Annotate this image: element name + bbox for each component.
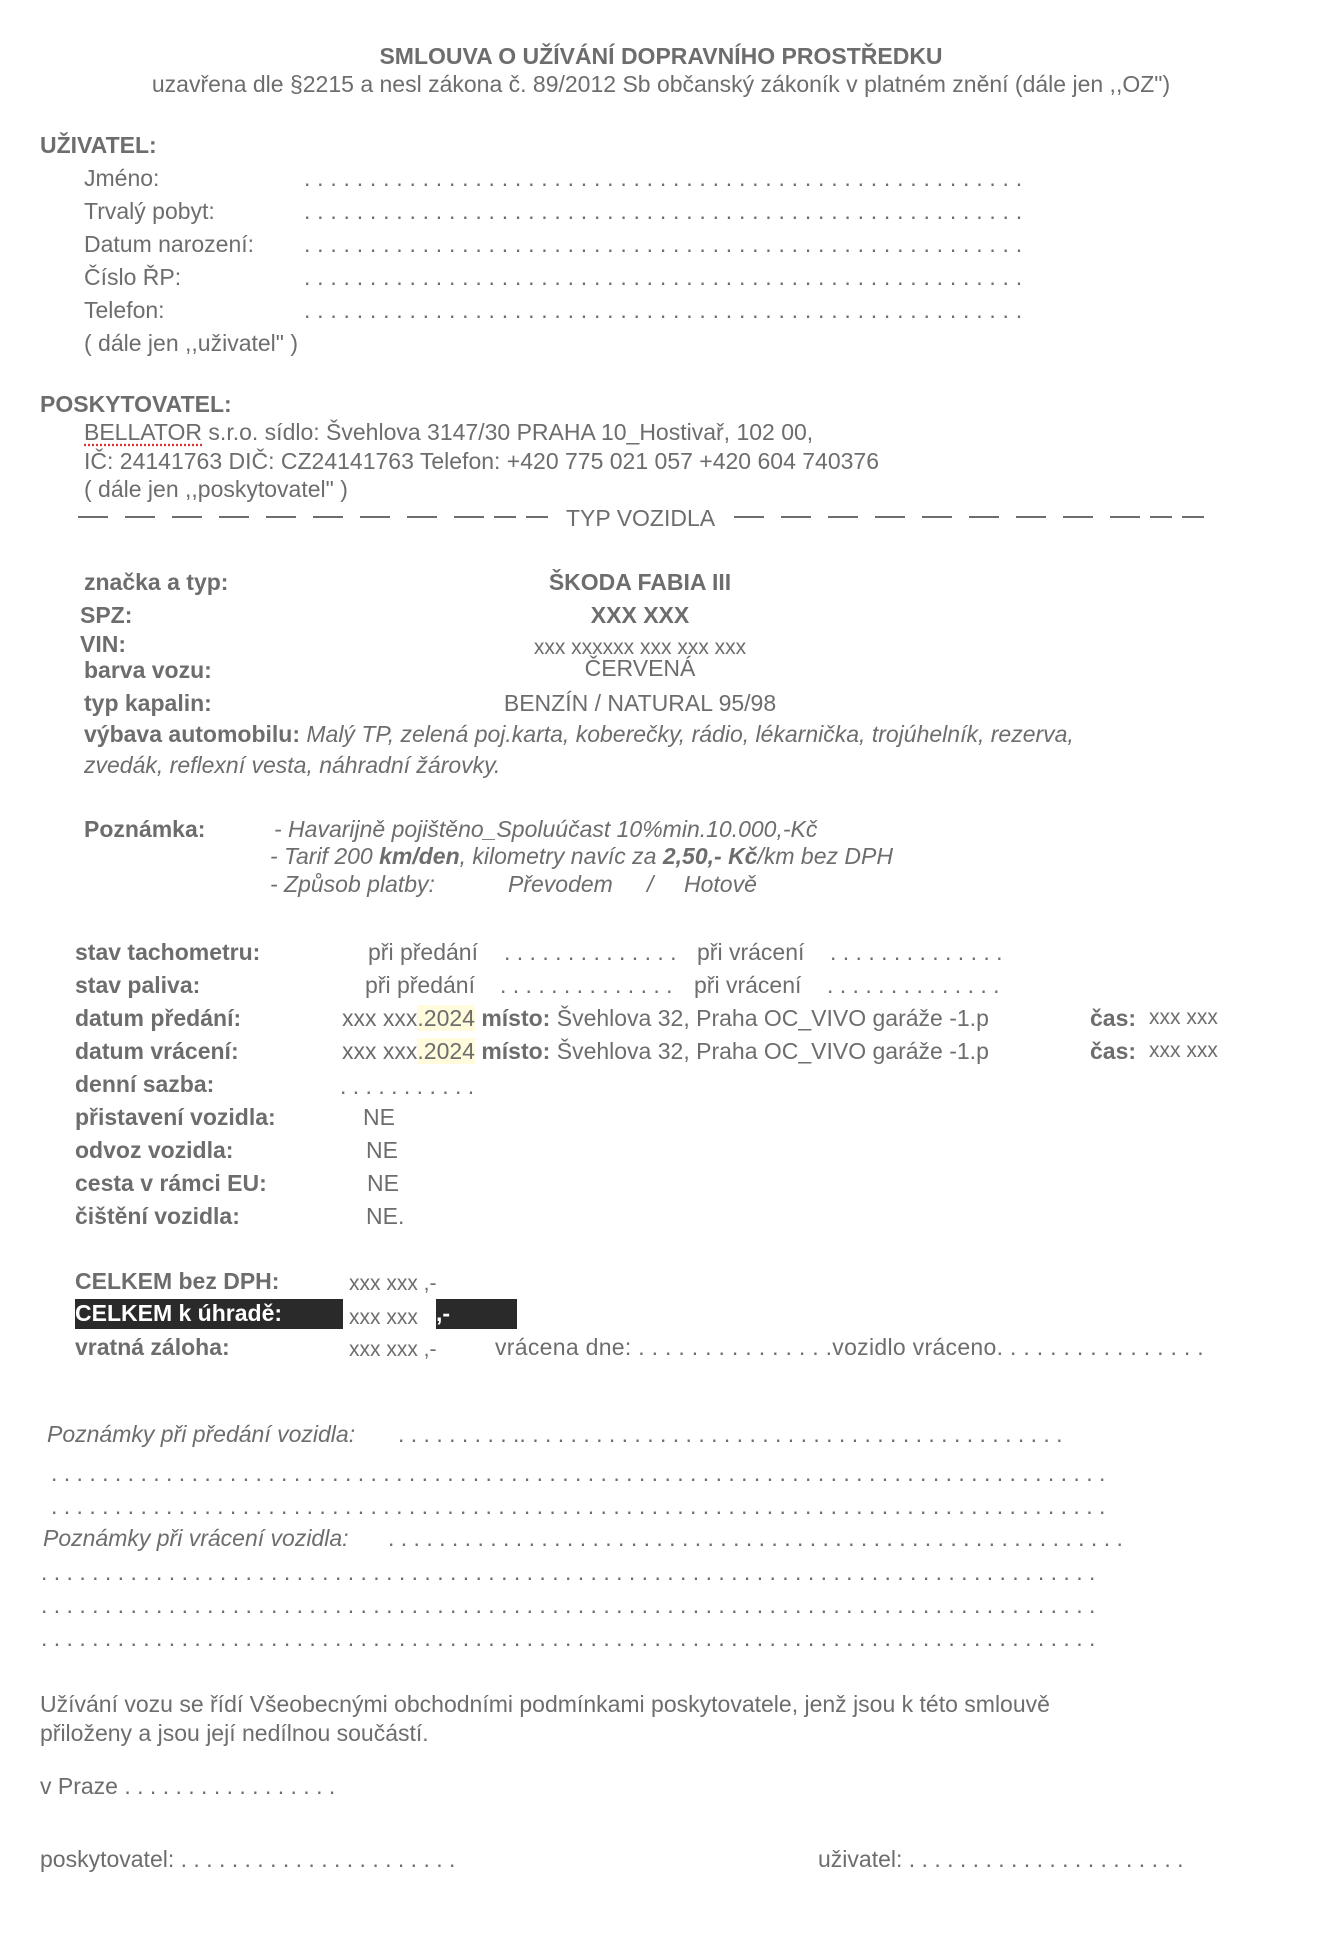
pickup-value: NE xyxy=(366,1137,398,1163)
tacho-handover-text: při předání xyxy=(368,939,478,965)
user-name-label: Jméno: xyxy=(84,165,160,191)
spz-label: SPZ: xyxy=(80,602,133,628)
fuel-handover-field[interactable]: . . . . . . . . . . . . . . xyxy=(500,972,673,998)
total-no-vat-value: xxx xxx ,- xyxy=(349,1272,437,1295)
note-label: Poznámka: xyxy=(84,816,206,842)
date-to-label: datum vrácení: xyxy=(75,1038,239,1064)
total-to-pay-suffix: ,- xyxy=(436,1299,517,1329)
page-title: SMLOUVA O UŽÍVÁNÍ DOPRAVNÍHO PROSTŘEDKU xyxy=(379,43,943,69)
user-phone-label: Telefon: xyxy=(84,297,165,323)
fuel-type-value: BENZÍN / NATURAL 95/98 xyxy=(503,690,777,716)
return-remarks-field[interactable]: . . . . . . . . . . . . . . . . . . . . . . . . . . . . . . . . . . . . . . . . . . . . . . . . . . . . . . . . . . xyxy=(388,1525,1123,1551)
user-name-field[interactable]: . . . . . . . . . . . . . . . . . . . . . . . . . . . . . . . . . . . . . . . . . . . . . . . . . . . . . . . xyxy=(304,165,1023,191)
delivery-label: přistavení vozidla: xyxy=(75,1104,276,1130)
note-tariff-a: - Tarif 200 xyxy=(270,843,380,869)
note-tariff-c: , kilometry navíc za xyxy=(459,843,663,869)
equipment-line2: zvedák, reflexní vesta, náhradní žárovky. xyxy=(84,752,501,778)
provider-line1 xyxy=(84,418,813,446)
provider-signature-line[interactable]: poskytovatel: . . . . . . . . . . . . . . . . . . . . . . xyxy=(40,1846,456,1872)
vin-label: VIN: xyxy=(80,631,126,657)
note-payment-label: - Způsob platby: xyxy=(270,871,435,897)
tacho-label: stav tachometru: xyxy=(75,939,261,965)
user-address-field[interactable]: . . . . . . . . . . . . . . . . . . . . . . . . . . . . . . . . . . . . . . . . . . . . . . . . . . . . . . . xyxy=(304,198,1023,224)
fuel-return-field[interactable]: . . . . . . . . . . . . . . xyxy=(827,972,1000,998)
fuel-state-label: stav paliva: xyxy=(75,972,201,998)
user-phone-field[interactable]: . . . . . . . . . . . . . . . . . . . . . . . . . . . . . . . . . . . . . . . . . . . . . . . . . . . . . . . xyxy=(304,297,1023,323)
note-tariff-e: /km bez DPH xyxy=(757,843,893,869)
cleaning-value: NE. xyxy=(366,1203,405,1229)
provider-note: ( dále jen ,,poskytovatel" ) xyxy=(84,476,348,502)
brand-value: ŠKODA FABIA III xyxy=(548,569,732,595)
handover-remarks-line[interactable]: . . . . . . . . . . . . . . . . . . . . . . . . . . . . . . . . . . . . . . . . . . . . . . . . . . . . . . . . . . . . . . . . . . . . . . . . . . . . . . . . . . . xyxy=(51,1493,1106,1519)
time-to-label: čas: xyxy=(1090,1038,1137,1064)
note-tariff xyxy=(270,842,893,870)
place-to-label: místo: xyxy=(481,1038,551,1064)
return-remarks-line[interactable]: . . . . . . . . . . . . . . . . . . . . . . . . . . . . . . . . . . . . . . . . . . . . . . . . . . . . . . . . . . . . . . . . . . . . . . . . . . . . . . . . . . . xyxy=(41,1625,1096,1651)
vin-value: xxx xxxxxx xxx xxx xxx xyxy=(533,636,747,659)
note-insurance: - Havarijně pojištěno_Spoluúčast 10%min.10.000,-Kč xyxy=(274,816,818,842)
return-remarks-line[interactable]: . . . . . . . . . . . . . . . . . . . . . . . . . . . . . . . . . . . . . . . . . . . . . . . . . . . . . . . . . . . . . . . . . . . . . . . . . . . . . . . . . . . xyxy=(41,1592,1096,1618)
total-to-pay-value: xxx xxx xyxy=(349,1306,418,1329)
user-license-label: Číslo ŘP: xyxy=(84,264,182,290)
daily-rate-field[interactable]: . . . . . . . . . . . xyxy=(340,1073,475,1099)
terms-text-line2: přiloženy a jsou její nedílnou součástí. xyxy=(40,1720,429,1746)
place-from-label: místo: xyxy=(481,1005,551,1031)
equipment-label: výbava automobilu: xyxy=(84,721,300,747)
handover-remarks-label: Poznámky při předání vozidla: xyxy=(47,1421,356,1447)
handover-remarks-line[interactable]: . . . . . . . . . . . . . . . . . . . . . . . . . . . . . . . . . . . . . . . . . . . . . . . . . . . . . . . . . . . . . . . . . . . . . . . . . . . . . . . . . . . xyxy=(51,1460,1106,1486)
equipment-line1 xyxy=(84,720,1074,748)
deposit-returned-line[interactable]: vrácena dne: . . . . . . . . . . . . . . .vozidlo vráceno. . . . . . . . . . . . . . . . xyxy=(495,1334,1204,1360)
payment-option-separator: / xyxy=(647,871,654,897)
payment-option-transfer[interactable]: Převodem xyxy=(508,871,613,897)
provider-address: s.r.o. sídlo: Švehlova 3147/30 PRAHA 10_Hostivař, 102 00, xyxy=(202,419,814,445)
time-from-label: čas: xyxy=(1090,1005,1137,1031)
payment-option-cash[interactable]: Hotově xyxy=(684,871,757,897)
spz-value: XXX XXX xyxy=(590,602,690,628)
user-license-field[interactable]: . . . . . . . . . . . . . . . . . . . . . . . . . . . . . . . . . . . . . . . . . . . . . . . . . . . . . . . xyxy=(304,264,1023,290)
user-birthdate-field[interactable]: . . . . . . . . . . . . . . . . . . . . . . . . . . . . . . . . . . . . . . . . . . . . . . . . . . . . . . . xyxy=(304,231,1023,257)
cleaning-label: čištění vozidla: xyxy=(75,1203,240,1229)
date-from-value xyxy=(342,1004,989,1032)
page-subtitle: uzavřena dle §2215 a nesl zákona č. 89/2012 Sb občanský zákoník v platném znění (dále jen ,,OZ") xyxy=(151,71,1171,97)
color-value: ČERVENÁ xyxy=(584,655,696,681)
signing-place[interactable]: v Praze . . . . . . . . . . . . . . . . . xyxy=(40,1773,336,1799)
deposit-value: xxx xxx ,- xyxy=(349,1338,437,1361)
date-to-prefix: xxx xxx xyxy=(342,1038,418,1064)
date-from-prefix: xxx xxx xyxy=(342,1005,418,1031)
provider-ids: IČ: 24141763 DIČ: CZ24141763 Telefon: +420 775 021 057 +420 604 740376 xyxy=(84,448,880,474)
date-to-year: .2024 xyxy=(417,1038,475,1064)
tacho-handover-field[interactable]: . . . . . . . . . . . . . . xyxy=(504,939,677,965)
vehicle-section-title: TYP VOZIDLA xyxy=(566,505,716,531)
place-to-value: Švehlova 32, Praha OC_VIVO garáže -1.p xyxy=(556,1038,989,1064)
terms-text-line1: Užívání vozu se řídí Všeobecnými obchodními podmínkami poskytovatele, jenž jsou k této smlouvě xyxy=(40,1691,1050,1717)
color-label: barva vozu: xyxy=(84,657,212,683)
time-from-value: xxx xxx xyxy=(1149,1006,1218,1029)
eu-travel-label: cesta v rámci EU: xyxy=(75,1170,267,1196)
pickup-label: odvoz vozidla: xyxy=(75,1137,234,1163)
provider-heading: POSKYTOVATEL: xyxy=(40,391,232,417)
tacho-return-field[interactable]: . . . . . . . . . . . . . . xyxy=(830,939,1003,965)
time-to-value: xxx xxx xyxy=(1149,1039,1218,1062)
note-tariff-unit: km/den xyxy=(379,843,460,869)
date-from-year: .2024 xyxy=(417,1005,475,1031)
user-address-label: Trvalý pobyt: xyxy=(84,198,215,224)
place-from-value: Švehlova 32, Praha OC_VIVO garáže -1.p xyxy=(556,1005,989,1031)
fuel-type-label: typ kapalin: xyxy=(84,690,212,716)
delivery-value: NE xyxy=(363,1104,395,1130)
brand-label: značka a typ: xyxy=(84,569,229,595)
total-no-vat-label: CELKEM bez DPH: xyxy=(75,1268,280,1294)
user-heading: UŽIVATEL: xyxy=(40,132,157,158)
date-to-value xyxy=(342,1037,989,1065)
provider-name: BELLATOR xyxy=(84,419,203,445)
fuel-handover-text: při předání xyxy=(365,972,475,998)
handover-remarks-field[interactable]: . . . . . . . . . .. . . . . . . . . . . . . . . . . . . . . . . . . . . . . . . . . . . . . . . . . . . xyxy=(398,1421,1063,1447)
return-remarks-line[interactable]: . . . . . . . . . . . . . . . . . . . . . . . . . . . . . . . . . . . . . . . . . . . . . . . . . . . . . . . . . . . . . . . . . . . . . . . . . . . . . . . . . . . xyxy=(41,1559,1096,1585)
date-from-label: datum předání: xyxy=(75,1005,242,1031)
total-to-pay-label: CELKEM k úhradě: xyxy=(75,1299,343,1329)
user-birthdate-label: Datum narození: xyxy=(84,231,255,257)
note-tariff-price: 2,50,- Kč xyxy=(662,843,758,869)
eu-travel-value: NE xyxy=(367,1170,399,1196)
user-signature-line[interactable]: uživatel: . . . . . . . . . . . . . . . . . . . . . . xyxy=(818,1846,1184,1872)
deposit-label: vratná záloha: xyxy=(75,1334,230,1360)
tacho-return-text: při vrácení xyxy=(697,939,805,965)
equipment-list: Malý TP, zelená poj.karta, koberečky, rádio, lékarnička, trojúhelník, rezerva, xyxy=(299,721,1074,747)
fuel-return-text: při vrácení xyxy=(694,972,802,998)
user-note: ( dále jen ,,uživatel" ) xyxy=(84,330,298,356)
return-remarks-label: Poznámky při vrácení vozidla: xyxy=(43,1525,349,1551)
daily-rate-label: denní sazba: xyxy=(75,1071,215,1097)
